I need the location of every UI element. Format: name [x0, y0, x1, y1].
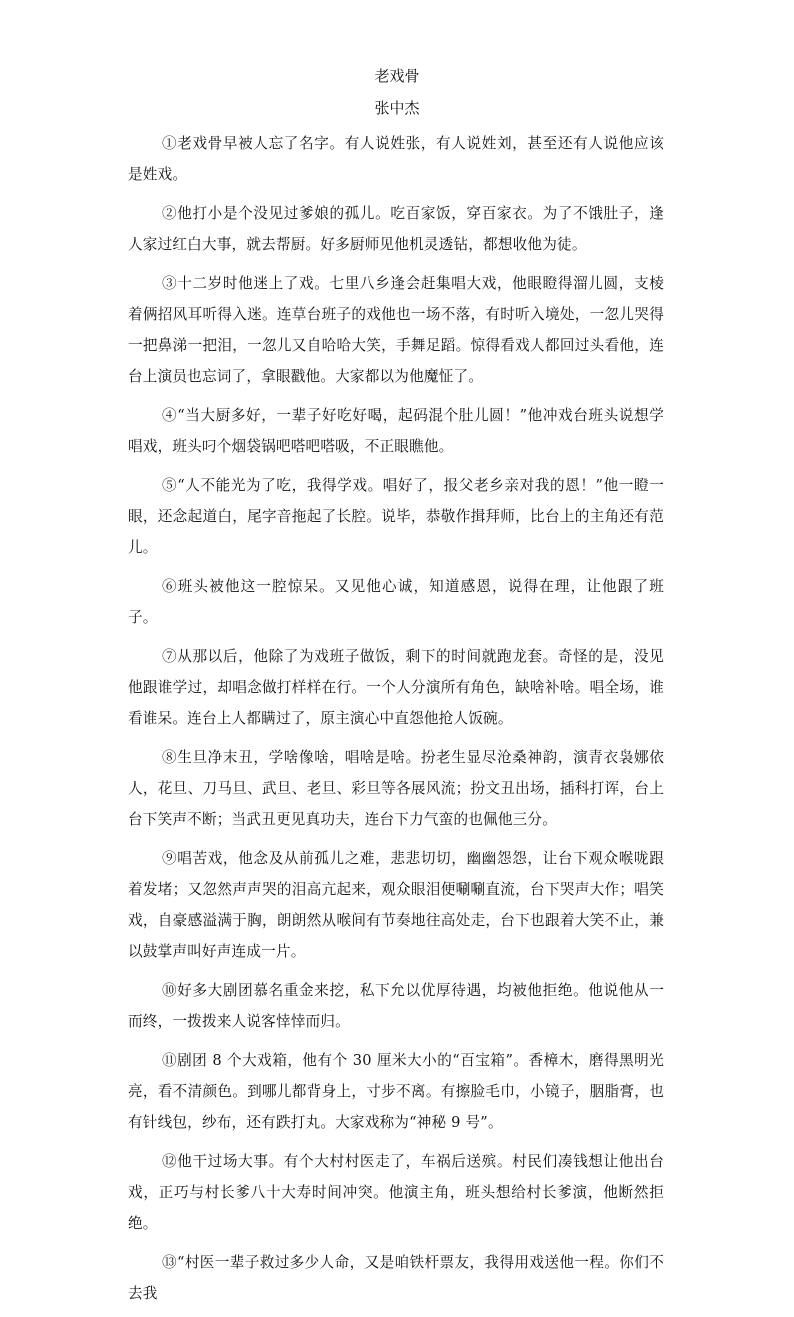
- paragraph-8: ⑧生旦净末丑，学啥像啥，唱啥是啥。扮老生显尽沧桑神韵，演青衣袅娜依人，花旦、刀马旦、武旦、老旦、彩旦等各展风流；扮文丑出场，插科打诨，台上台下笑声不断；当武丑更见真功夫，连台下力气蛮的也佩他三分。: [128, 749, 664, 828]
- paragraph-9: ⑨唱苦戏，他念及从前孤儿之难，悲悲切切，幽幽怨怨，让台下观众喉咙跟着发堵；又忽然声声哭的泪高亢起来，观众眼泪便唰唰直流，台下哭声大作；唱笑戏，自豪感溢满于胸，朗朗然从喉间有节奏地往高处走，台下也跟着大笑不止，兼以鼓掌声叫好声连成一片。: [128, 850, 664, 960]
- paragraph-3: ③十二岁时他迷上了戏。七里八乡逢会赶集唱大戏，他眼瞪得溜儿圆，支棱着俩招风耳听得入迷。连草台班子的戏他也一场不落，有时听入境处，一忽儿哭得一把鼻涕一把泪，一忽儿又自哈哈大笑，手舞足蹈。惊得看戏人都回过头看他，连台上演员也忘词了，拿眼戳他。大家都以为他魔怔了。: [128, 275, 664, 385]
- document-author: 张中杰: [374, 99, 420, 117]
- paragraph-10: ⑩好多大剧团慕名重金来挖，私下允以优厚待遇，均被他拒绝。他说他从一而终，一拨拨来人说客悻悻而归。: [128, 982, 664, 1030]
- paragraph-13: ⑬“村医一辈子救过多少人命，又是咱铁杆票友，我得用戏送他一程。你们不去我: [128, 1254, 664, 1302]
- paragraph-2: ②他打小是个没见过爹娘的孤儿。吃百家饭，穿百家衣。为了不饿肚子，逢人家过红白大事，就去帮厨。好多厨师见他机灵透钻，都想收他为徒。: [128, 205, 664, 253]
- paragraph-12: ⑫他干过场大事。有个大村村医走了，车祸后送殡。村民们凑钱想让他出台戏，正巧与村长爹八十大寿时间冲突。他演主角，班头想给村长爹演，他断然拒绝。: [128, 1153, 664, 1232]
- paragraph-11: ⑪剧团 8 个大戏箱，他有个 30 厘米大小的“百宝箱”。香樟木，磨得黑明光亮，看不清颜色。到哪儿都背身上，寸步不离。有擦脸毛巾，小镜子，胭脂膏，也有针线包，纱布，还有跌打丸。大家戏称为“神秘 9 号”。: [128, 1052, 664, 1131]
- paragraph-5: ⑤“人不能光为了吃，我得学戏。唱好了，报父老乡亲对我的恩！”他一瞪一眼，还念起道白，尾字音拖起了长腔。说毕，恭敬作揖拜师，比台上的主角还有范儿。: [128, 477, 664, 556]
- document-body: [128, 128, 664, 1317]
- paragraph-1: ①老戏骨早被人忘了名字。有人说姓张，有人说姓刘，甚至还有人说他应该是姓戏。: [128, 135, 664, 183]
- paragraph-4: ④“当大厨多好，一辈子好吃好喝，起码混个肚儿圆！”他冲戏台班头说想学唱戏，班头叼个烟袋锅吧嗒吧嗒吸，不正眼瞧他。: [128, 407, 664, 455]
- paragraph-6: ⑥班头被他这一腔惊呆。又见他心诚，知道感恩，说得在理，让他跟了班子。: [128, 578, 664, 626]
- paragraph-7: ⑦从那以后，他除了为戏班子做饭，剩下的时间就跑龙套。奇怪的是，没见他跟谁学过，却唱念做打样样在行。一个人分演所有角色，缺啥补啥。唱全场，谁看谁呆。连台上人都瞒过了，原主演心中直怨他抢人饭碗。: [128, 648, 664, 727]
- document-title: 老戏骨: [374, 67, 420, 85]
